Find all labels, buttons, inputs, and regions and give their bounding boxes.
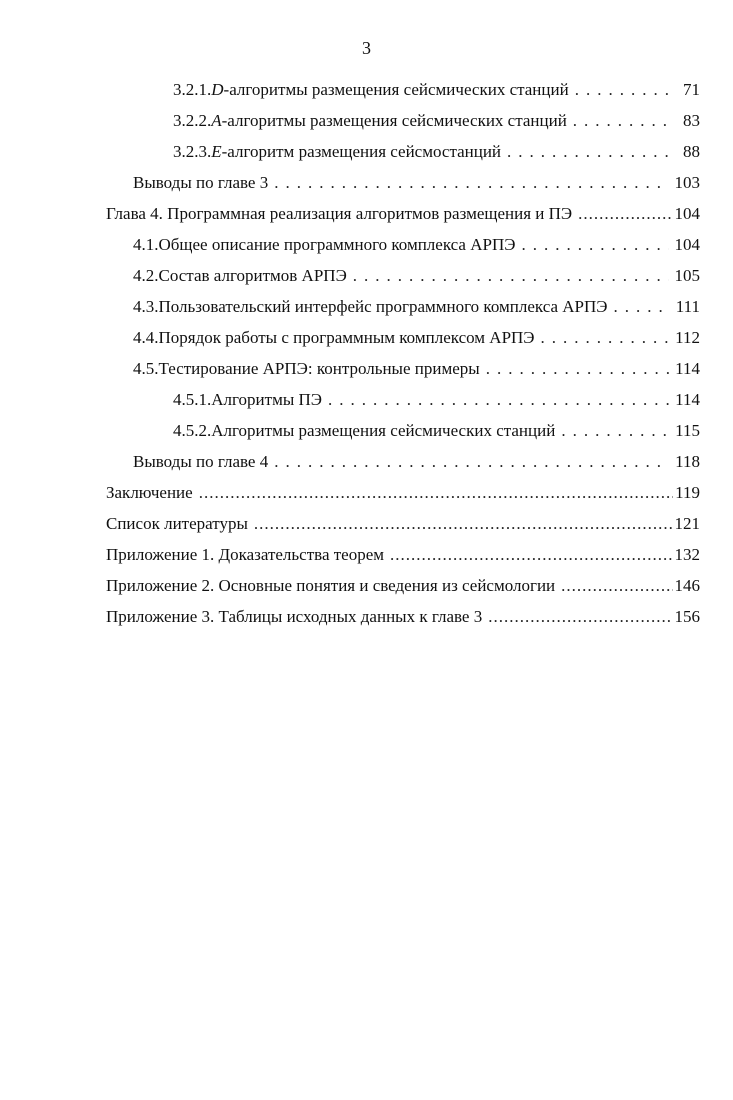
leader-dots <box>507 142 672 162</box>
leader-dots <box>328 390 669 410</box>
toc-entry-page: 112 <box>675 328 700 347</box>
toc-entry-3-2-2[interactable] <box>106 111 700 135</box>
toc-entry-number: 4.1. <box>133 235 159 254</box>
toc-entry-letter: E <box>211 142 222 161</box>
toc-entry-page: 114 <box>675 390 700 409</box>
toc-entry-number: 4.2. <box>133 266 159 285</box>
toc-entry-4-3[interactable] <box>106 297 700 321</box>
toc-entry-title-text: -алгоритм размещения сейсмостанций <box>221 142 502 161</box>
toc-entry-title-text: -алгоритмы размещения сейсмических станций <box>221 111 567 130</box>
toc-entry-page: 103 <box>674 173 700 192</box>
leader-dots <box>488 607 672 627</box>
toc-entry-title: Список литературы <box>106 514 248 533</box>
leader-dots <box>561 576 672 596</box>
toc-entry-number: 4.5. <box>133 359 159 378</box>
toc-entry-page: 118 <box>675 452 700 471</box>
toc-entry-page: 132 <box>674 545 700 564</box>
toc-entry-title <box>211 80 568 100</box>
toc-entry-page: 111 <box>675 297 700 316</box>
leader-dots <box>561 421 669 441</box>
toc-entry-4-4[interactable] <box>106 328 700 352</box>
toc-entry-title <box>211 111 567 131</box>
leader-dots <box>353 266 669 286</box>
toc-entry-conclusions-4[interactable] <box>106 452 700 476</box>
leader-dots <box>390 545 672 565</box>
leader-dots <box>575 80 672 100</box>
toc-entry-4-1[interactable] <box>106 235 700 259</box>
leader-dots <box>541 328 670 348</box>
toc-entry-page: 146 <box>674 576 700 595</box>
toc-entry-3-2-3[interactable] <box>106 142 700 166</box>
toc-entry-page: 121 <box>674 514 700 533</box>
leader-dots <box>199 483 673 503</box>
toc-entry-appendix-1[interactable] <box>106 545 700 569</box>
toc-entry-title: Пользовательский интерфейс программного комплекса АРПЭ <box>158 297 608 316</box>
toc-entry-conclusions-3[interactable] <box>106 173 700 197</box>
leader-dots <box>521 235 668 255</box>
toc-entry-page: 119 <box>675 483 700 502</box>
toc-entry-number: 3.2.1. <box>173 80 212 99</box>
toc-entry-appendix-2[interactable] <box>106 576 700 600</box>
toc-entry-4-5[interactable] <box>106 359 700 383</box>
toc-entry-title: Тестирование АРПЭ: контрольные примеры <box>158 359 480 378</box>
toc-entry-title: Алгоритмы ПЭ <box>211 390 323 409</box>
toc-entry-title: Выводы по главе 3 <box>133 173 269 192</box>
leader-dots <box>486 359 669 379</box>
toc-entry-title: Заключение <box>106 483 193 502</box>
toc-entry-title-text: -алгоритмы размещения сейсмических станций <box>223 80 569 99</box>
toc-entry-title: Выводы по главе 4 <box>133 452 269 471</box>
toc-entry-page: 114 <box>675 359 700 378</box>
leader-dots <box>274 173 668 193</box>
toc-entry-page: 115 <box>675 421 700 440</box>
toc-entry-title: Порядок работы с программным комплексом АРПЭ <box>158 328 535 347</box>
toc-entry-title: Состав алгоритмов АРПЭ <box>158 266 347 285</box>
toc-entry-page: 104 <box>674 204 700 223</box>
toc-entry-4-5-2[interactable] <box>106 421 700 445</box>
toc-entry-chapter-4[interactable] <box>106 204 700 228</box>
toc-entry-letter: D <box>211 80 224 99</box>
toc-entry-appendix-3[interactable] <box>106 607 700 631</box>
leader-dots <box>254 514 673 534</box>
toc-entry-title: Приложение 1. Доказательства теорем <box>106 545 385 564</box>
leader-dots <box>614 297 670 317</box>
toc-entry-4-5-1[interactable] <box>106 390 700 414</box>
toc-entry-title <box>211 142 501 162</box>
toc-entry-number: 4.5.2. <box>173 421 212 440</box>
leader-dots <box>578 204 672 224</box>
toc-entry-page: 104 <box>674 235 700 254</box>
toc-entry-page: 83 <box>683 111 700 130</box>
toc-entry-number: 4.5.1. <box>173 390 212 409</box>
toc-entry-bibliography[interactable] <box>106 514 700 538</box>
leader-dots <box>573 111 672 131</box>
toc-entry-title: Общее описание программного комплекса АРПЭ <box>158 235 516 254</box>
toc-entry-title: Приложение 2. Основные понятия и сведения из сейсмологии <box>106 576 556 595</box>
toc-entry-3-2-1[interactable] <box>106 80 700 104</box>
toc-entry-number: 4.4. <box>133 328 159 347</box>
page-number: 3 <box>362 38 371 58</box>
leader-dots <box>274 452 669 472</box>
toc-entry-page: 71 <box>683 80 700 99</box>
toc-entry-page: 105 <box>674 266 700 285</box>
toc-entry-page: 156 <box>674 607 700 626</box>
toc-entry-page: 88 <box>683 142 700 161</box>
toc-entry-title: Приложение 3. Таблицы исходных данных к главе 3 <box>106 607 483 626</box>
toc-entry-title: Алгоритмы размещения сейсмических станций <box>211 421 556 440</box>
toc-entry-conclusion[interactable] <box>106 483 700 507</box>
toc-entry-number: 3.2.3. <box>173 142 212 161</box>
toc-entry-letter: A <box>211 111 222 130</box>
toc-entry-number: 3.2.2. <box>173 111 212 130</box>
toc-entry-4-2[interactable] <box>106 266 700 290</box>
toc-entry-title: Глава 4. Программная реализация алгоритмов размещения и ПЭ <box>106 204 573 223</box>
toc-entry-number: 4.3. <box>133 297 159 316</box>
